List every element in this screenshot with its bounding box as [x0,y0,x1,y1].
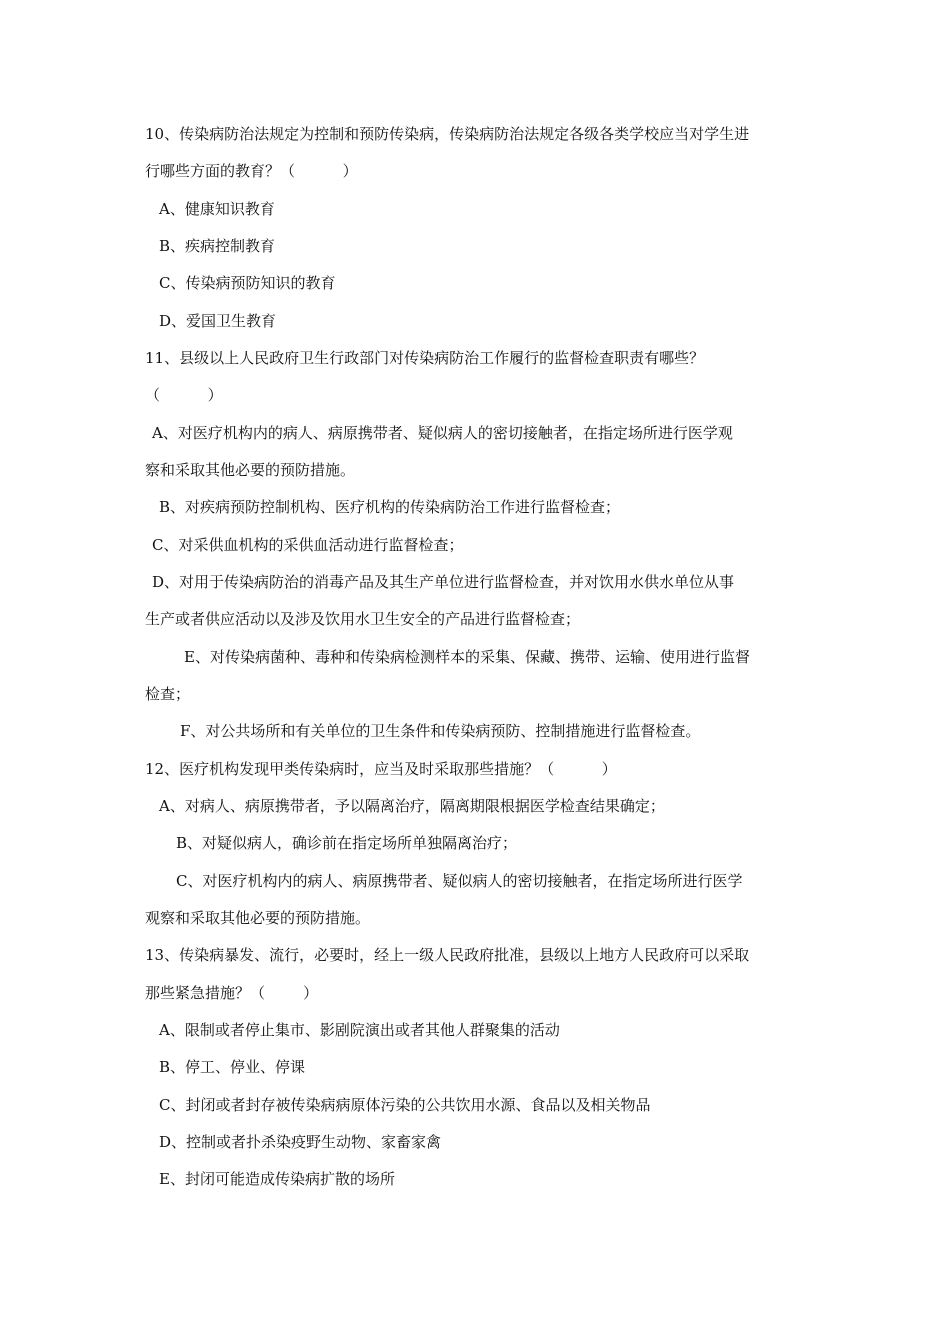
question-13-text: 13、传染病暴发、流行，必要时，经上一级人民政府批准，县级以上地方人民政府可以采取 [145,946,750,964]
question-13-option-a: A、限制或者停止集市、影剧院演出或者其他人群聚集的活动 [159,1021,560,1039]
question-11-option-e-cont: 检查； [145,685,191,703]
question-13-option-c: C、封闭或者封存被传染病病原体污染的公共饮用水源、食品以及相关物品 [159,1096,651,1114]
question-12-option-c: C、对医疗机构内的病人、病原携带者、疑似病人的密切接触者，在指定场所进行医学 [176,872,743,890]
question-13-option-b: B、停工、停业、停课 [159,1058,306,1076]
question-10-option-b: B、疾病控制教育 [159,237,276,255]
question-11-text: 11、县级以上人民政府卫生行政部门对传染病防治工作履行的监督检查职责有哪些？ [145,349,705,367]
question-13-option-e: E、封闭可能造成传染病扩散的场所 [159,1170,395,1188]
question-11-option-e: E、对传染病菌种、毒种和传染病检测样本的采集、保藏、携带、运输、使用进行监督 [184,648,750,666]
question-12-text: 12、医疗机构发现甲类传染病时，应当及时采取那些措施？（ ） [145,760,617,778]
question-13-text-cont: 那些紧急措施？（ ） [145,984,319,1002]
question-10-option-d: D、爱国卫生教育 [159,312,277,330]
question-10-option-a: A、健康知识教育 [159,200,275,218]
question-10-text: 10、传染病防治法规定为控制和预防传染病，传染病防治法规定各级各类学校应当对学生进 [145,125,750,143]
question-10-option-c: C、传染病预防知识的教育 [159,274,336,292]
question-11-option-a: A、对医疗机构内的病人、病原携带者、疑似病人的密切接触者，在指定场所进行医学观 [152,424,733,442]
question-13-option-d: D、控制或者扑杀染疫野生动物、家畜家禽 [159,1133,442,1151]
question-11-option-d-cont: 生产或者供应活动以及涉及饮用水卫生安全的产品进行监督检查； [145,610,581,628]
question-11-option-a-cont: 察和采取其他必要的预防措施。 [145,461,356,479]
question-12-option-c-cont: 观察和采取其他必要的预防措施。 [145,909,371,927]
question-11-option-d: D、对用于传染病防治的消毒产品及其生产单位进行监督检查，并对饮用水供水单位从事 [152,573,735,591]
question-11-option-b: B、对疾病预防控制机构、医疗机构的传染病防治工作进行监督检查； [159,498,621,516]
question-12-option-a: A、对病人、病原携带者，予以隔离治疗，隔离期限根据医学检查结果确定； [159,797,665,815]
question-12-option-b: B、对疑似病人，确诊前在指定场所单独隔离治疗； [176,834,518,852]
question-11-answer-blank: （ ） [145,386,223,404]
question-11-option-f: F、对公共场所和有关单位的卫生条件和传染病预防、控制措施进行监督检查。 [180,722,701,740]
question-11-option-c: C、对采供血机构的采供血活动进行监督检查； [152,536,464,554]
question-10-text-cont: 行哪些方面的教育？（ ） [145,162,358,180]
